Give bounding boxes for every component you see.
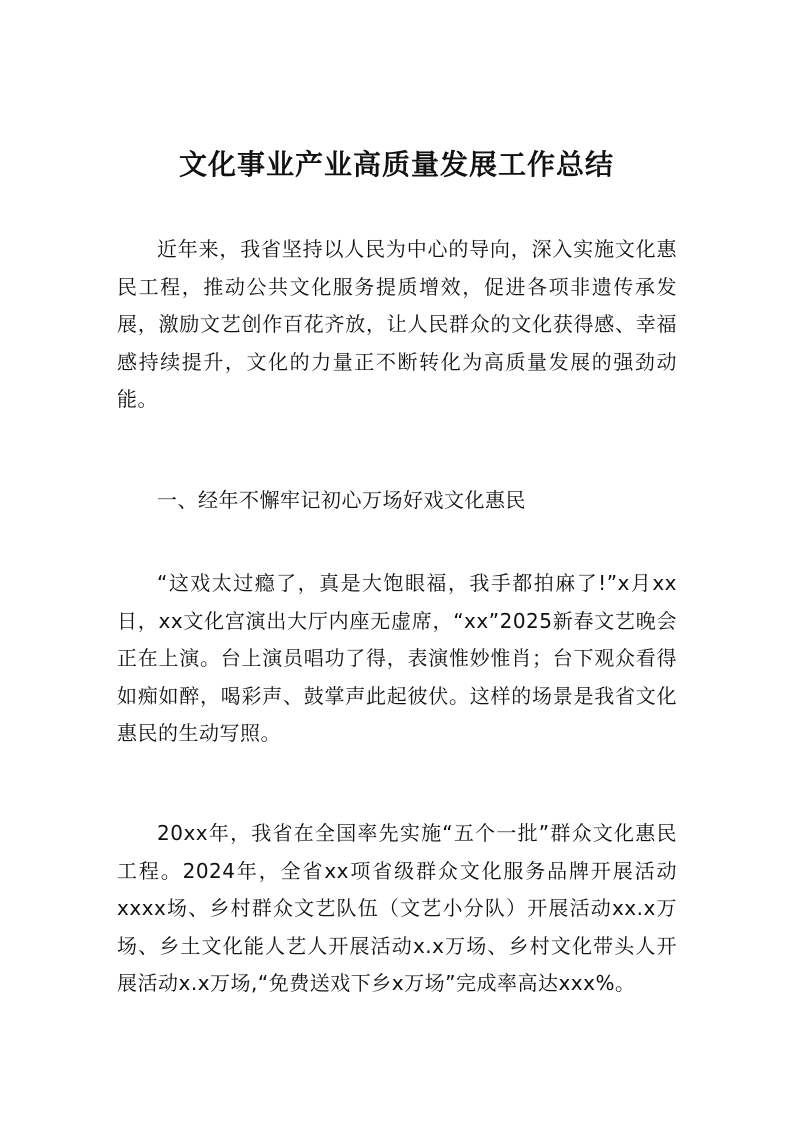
document-title: 文化事业产业高质量发展工作总结 (178, 147, 614, 181)
body-paragraph-1: “这戏太过瘾了，真是大饱眼福，我手都拍麻了!”x月xx日，xx文化宫演出大厅内座无虚席，“xx”2025新春文艺晚会正在上演。台上演员唱功了得，表演惟妙惟肖；台下观众看得如痴如醉，喝彩声、鼓掌声此起彼伏。这样的场景是我省文化惠民的生动写照。 (117, 571, 677, 745)
section-heading-1: 一、经年不懈牢记初心万场好戏文化惠民 (157, 488, 526, 512)
intro-paragraph: 近年来，我省坚持以人民为中心的导向，深入实施文化惠民工程，推动公共文化服务提质增效，促进各项非遗传承发展，激励文艺创作百花齐放，让人民群众的文化获得感、幸福感持续提升，文化的力量正不断转化为高质量发展的强劲动能。 (117, 237, 677, 411)
body-paragraph-2: 20xx年，我省在全国率先实施“五个一批”群众文化惠民工程。2024年，全省xx项省级群众文化服务品牌开展活动xxxx场、乡村群众文艺队伍（文艺小分队）开展活动xx.x万场、乡土文化能人艺人开展活动x.x万场、乡村文化带头人开展活动x.x万场,“免费送戏下乡x万场”完成率高达xxx%。 (117, 821, 677, 995)
